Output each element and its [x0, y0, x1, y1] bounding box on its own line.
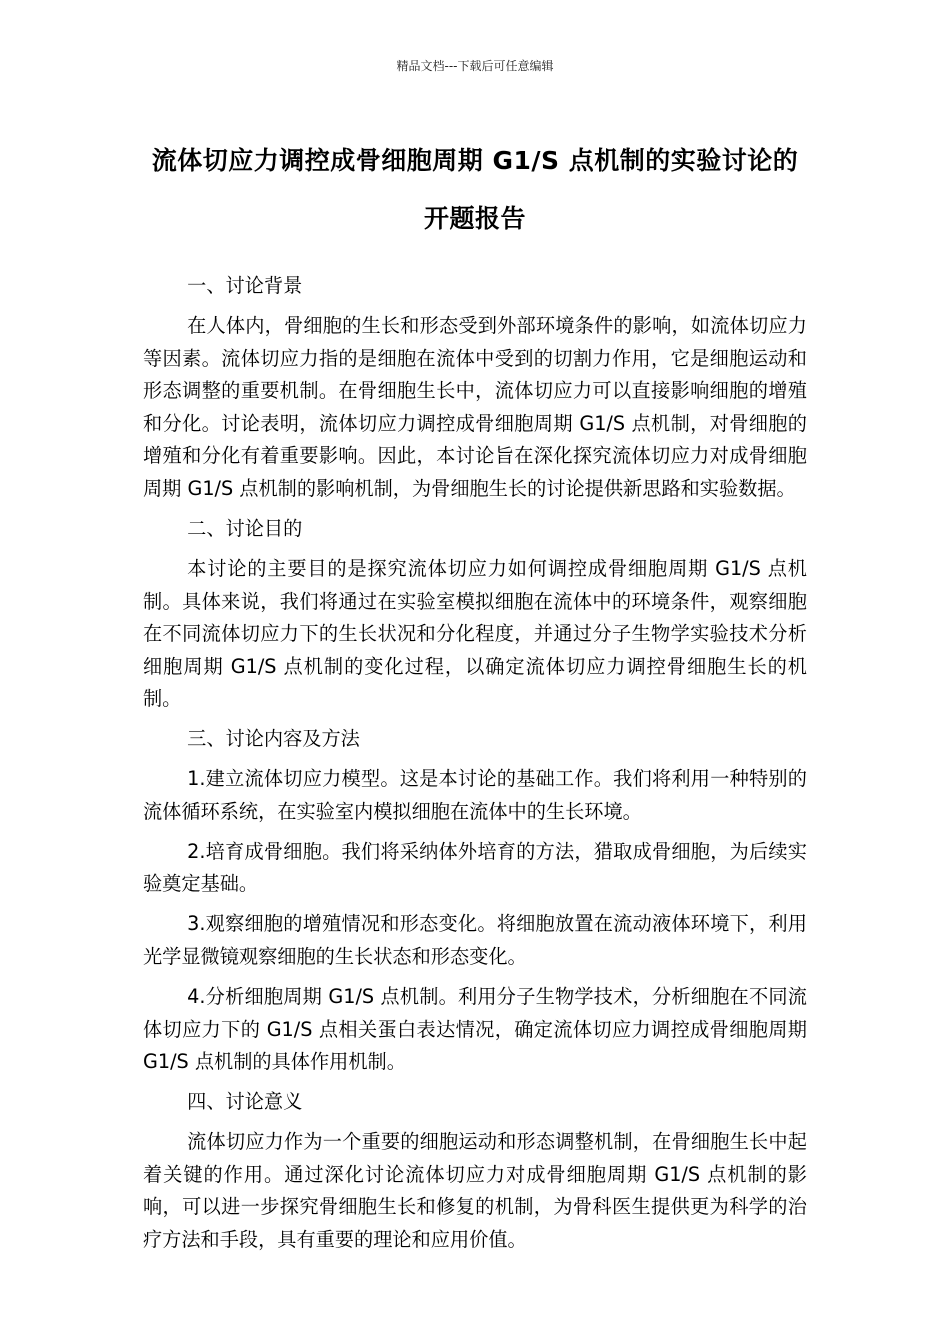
document-body	[143, 270, 807, 1257]
section-heading-background: 一、讨论背景	[187, 274, 303, 297]
section-heading-objective: 二、讨论目的	[187, 516, 303, 540]
method-item-3: 3.观察细胞的增殖情况和形态变化。将细胞放置在流动液体环境下，利用光学显微镜观察细胞的生长状态和形态变化。	[143, 912, 807, 969]
method-item-2: 2.培育成骨细胞。我们将采纳体外培育的方法，猎取成骨细胞，为后续实验奠定基础。	[143, 839, 807, 896]
paragraph-significance: 流体切应力作为一个重要的细胞运动和形态调整机制，在骨细胞生长中起着关键的作用。通过深化讨论流体切应力对成骨细胞周期 G1/S 点机制的影响，可以进一步探究骨细胞生长和修复的机制，为骨科医生提供更为科学的治疗方法和手段，具有重要的理论和应用价值。	[143, 1130, 807, 1251]
section-heading-methods: 三、讨论内容及方法	[187, 727, 360, 751]
method-item-4: 4.分析细胞周期 G1/S 点机制。利用分子生物学技术，分析细胞在不同流体切应力下的 G1/S 点相关蛋白表达情况，确定流体切应力调控成骨细胞周期 G1/S 点机制的具体作用机制。	[143, 985, 807, 1074]
method-item-1: 1.建立流体切应力模型。这是本讨论的基础工作。我们将利用一种特别的流体循环系统，在实验室内模拟细胞在流体中的生长环境。	[143, 767, 807, 823]
paragraph-background: 在人体内，骨细胞的生长和形态受到外部环境条件的影响，如流体切应力等因素。流体切应力指的是细胞在流体中受到的切割力作用，它是细胞运动和形态调整的重要机制。在骨细胞生长中，流体切应力可以直接影响细胞的增殖和分化。讨论表明，流体切应力调控成骨细胞周期 G1/S 点机制，对骨细胞的增殖和分化有着重要影响。因此，本讨论旨在深化探究流体切应力对成骨细胞周期 G1/S 点机制的影响机制，为骨细胞生长的讨论提供新思路和实验数据。	[143, 313, 807, 500]
paragraph-objective: 本讨论的主要目的是探究流体切应力如何调控成骨细胞周期 G1/S 点机制。具体来说，我们将通过在实验室模拟细胞在流体中的环境条件，观察细胞在不同流体切应力下的生长状况和分化程度，并通过分子生物学实验技术分析细胞周期 G1/S 点机制的变化过程，以确定流体切应力调控骨细胞生长的机制。	[143, 556, 807, 711]
document-title: 流体切应力调控成骨细胞周期 G1/S 点机制的实验讨论的开题报告	[151, 146, 799, 233]
section-heading-significance: 四、讨论意义	[187, 1090, 303, 1114]
header-note: 精品文档---下载后可任意编辑	[396, 59, 554, 73]
